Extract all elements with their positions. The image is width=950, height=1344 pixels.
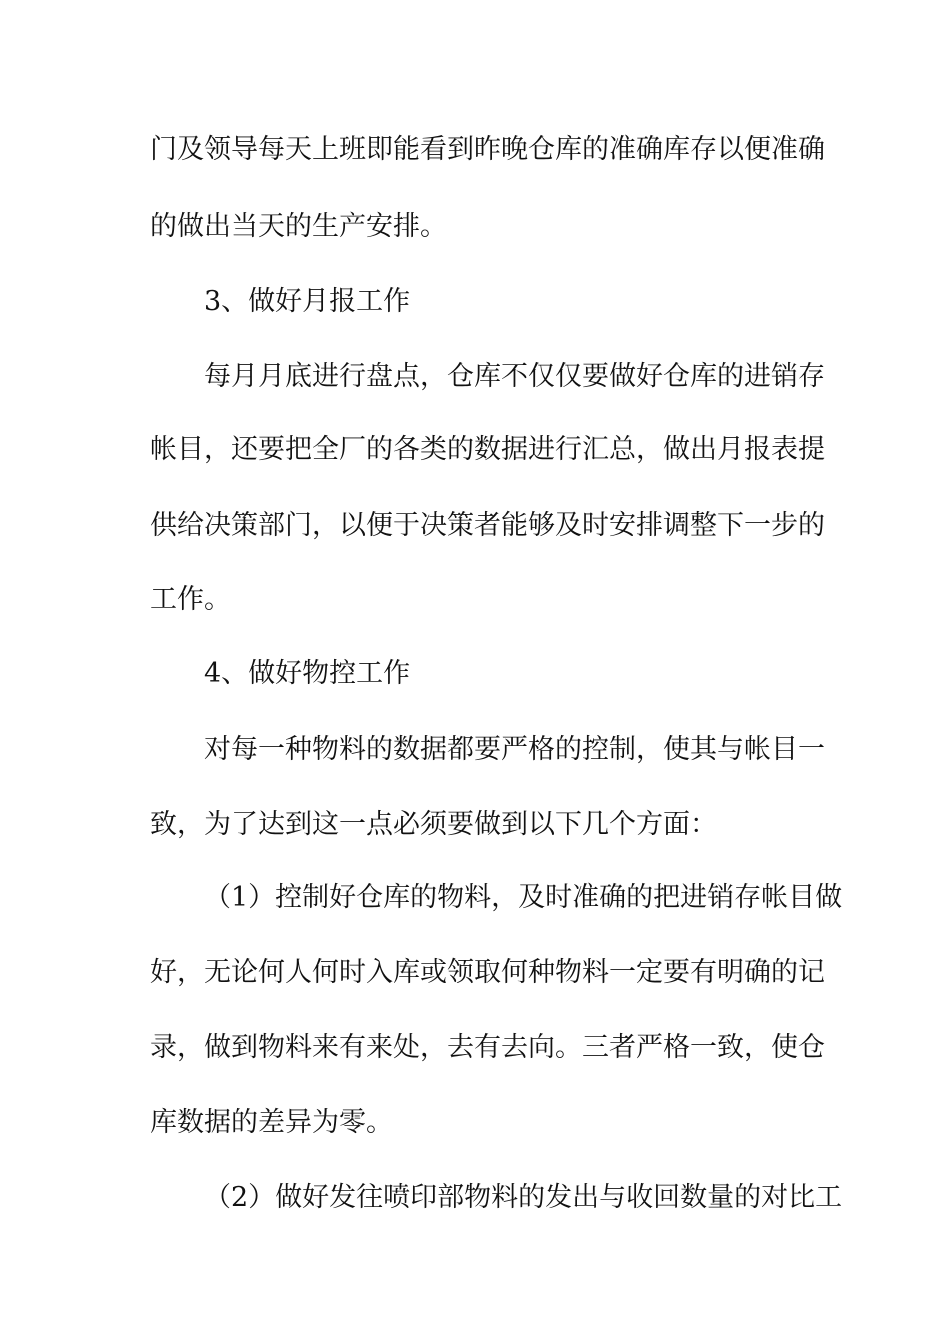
list-item-2-text: （2）做好发往喷印部物料的发出与收回数量的对比工	[204, 1182, 843, 1213]
body-text-line: 每月月底进行盘点，仓库不仅仅要做好仓库的进销存	[204, 361, 825, 392]
section-heading-material-control: 4、做好物控工作	[204, 658, 411, 689]
body-text-line: 的做出当天的生产安排。	[150, 211, 447, 242]
body-text-line: 供给决策部门，以便于决策者能够及时安排调整下一步的	[150, 510, 825, 541]
body-text-line: 帐目，还要把全厂的各类的数据进行汇总，做出月报表提	[150, 434, 825, 465]
list-item-1-text: （1）控制好仓库的物料，及时准确的把进销存帐目做	[204, 882, 843, 913]
body-text-line: 工作。	[150, 584, 231, 615]
body-text-line: 录，做到物料来有来处，去有去向。三者严格一致，使仓	[150, 1032, 825, 1063]
body-text-line: 对每一种物料的数据都要严格的控制，使其与帐目一	[204, 734, 825, 765]
body-text-line: 门及领导每天上班即能看到昨晚仓库的准确库存以便准确	[150, 134, 825, 165]
body-text-line: 致，为了达到这一点必须要做到以下几个方面：	[150, 809, 717, 840]
body-text-line: 好，无论何人何时入库或领取何种物料一定要有明确的记	[150, 957, 825, 988]
section-heading-monthly-report: 3、做好月报工作	[204, 286, 411, 317]
body-text-line: 库数据的差异为零。	[150, 1107, 393, 1138]
